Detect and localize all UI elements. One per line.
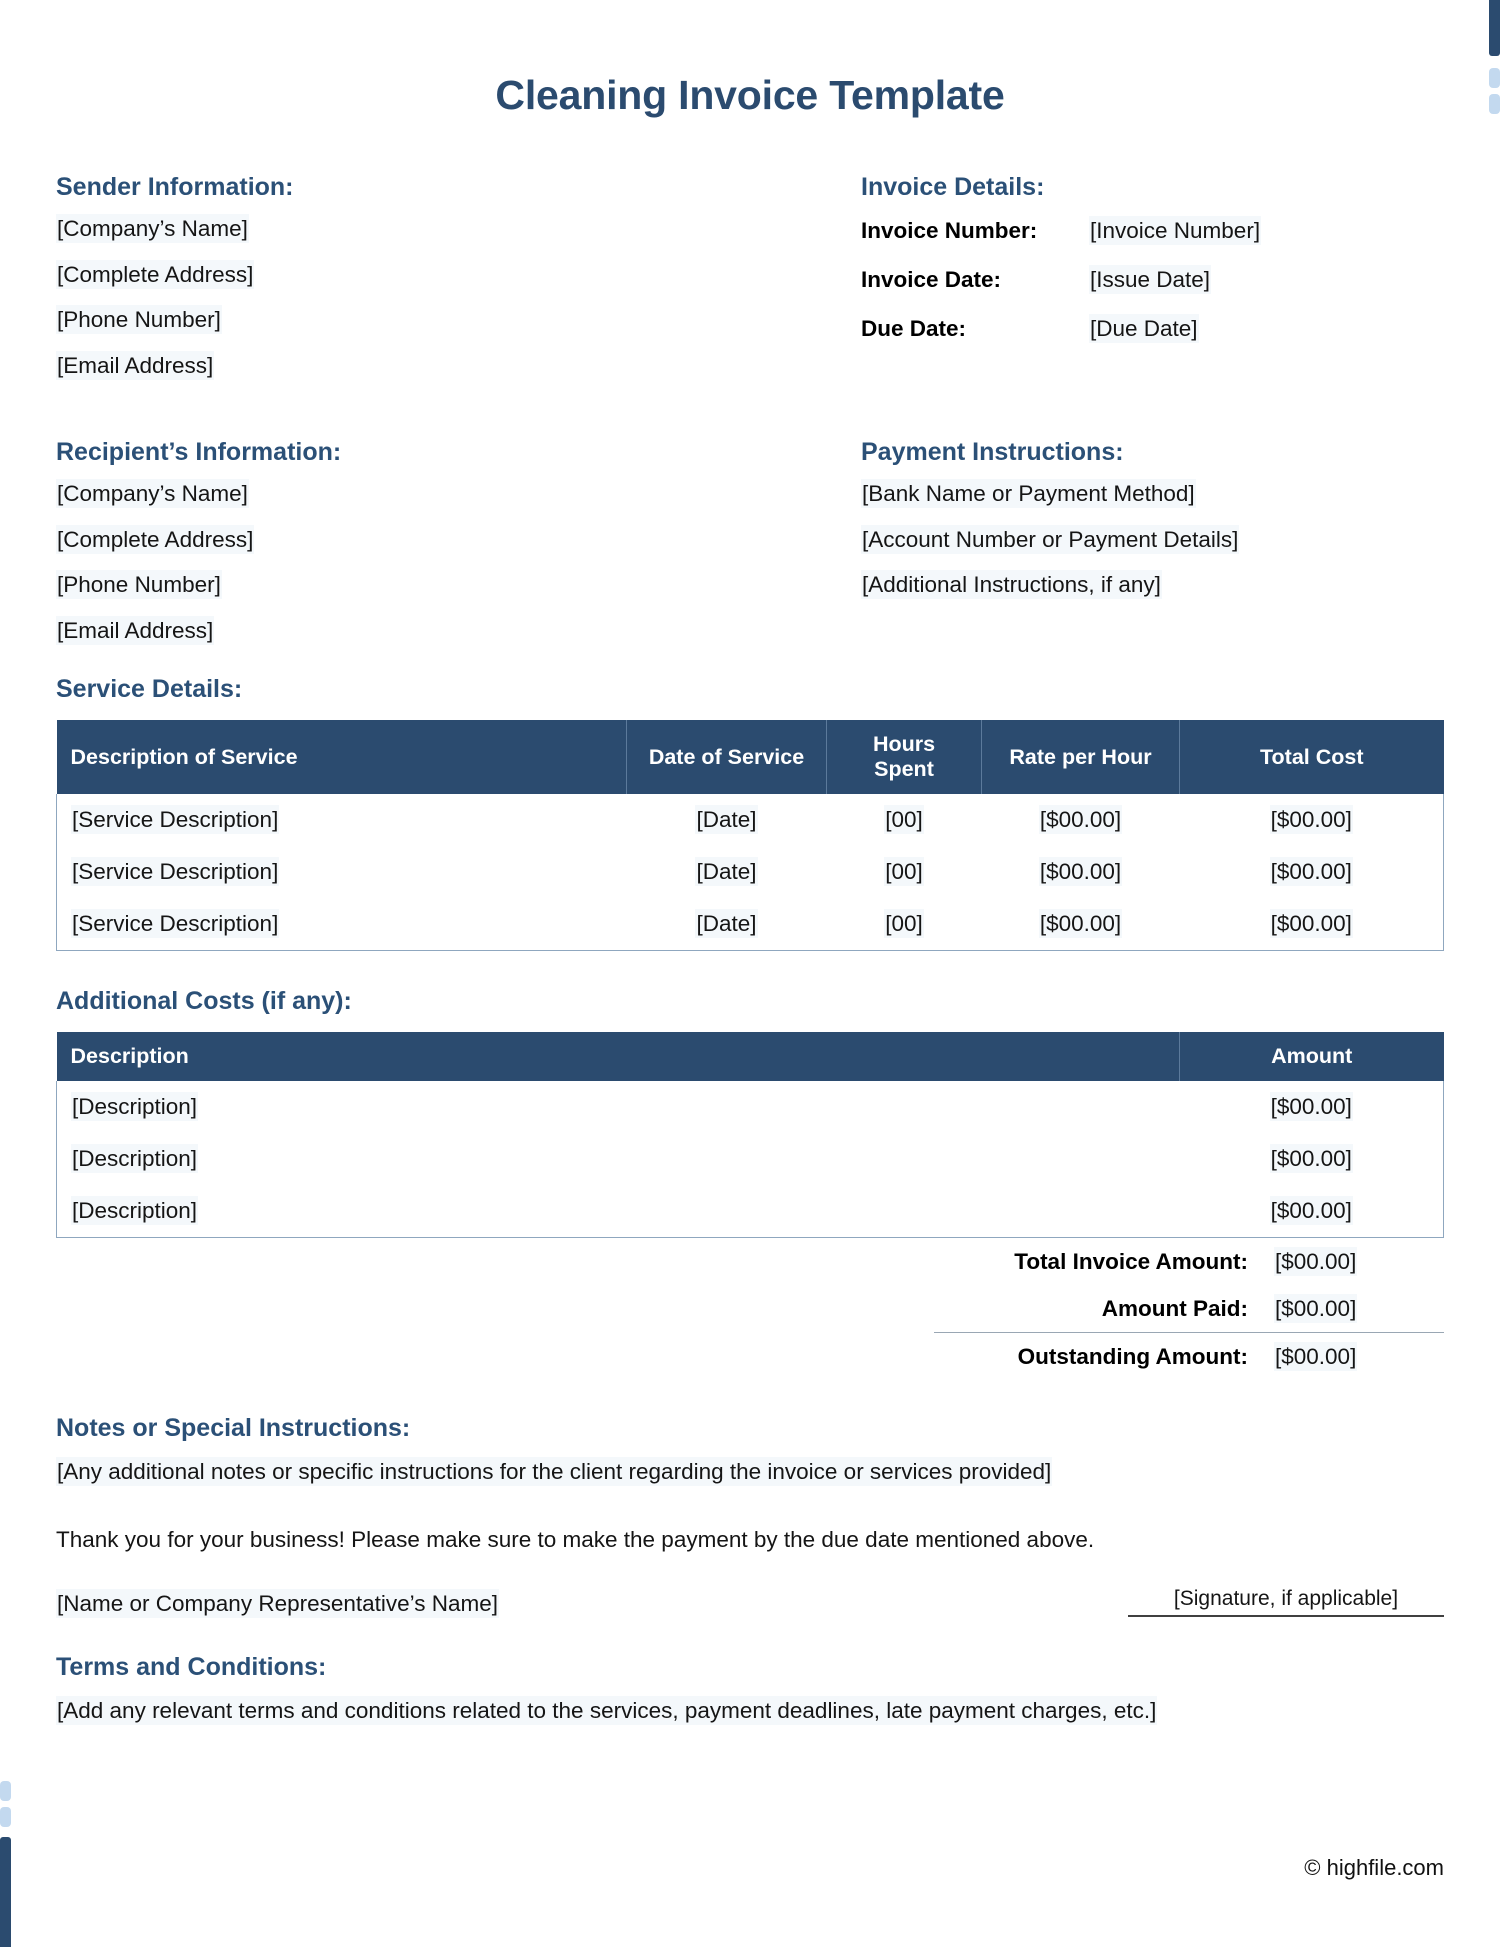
additional-cost-description-cell[interactable]: [Description] (57, 1185, 1180, 1238)
service-total-cell[interactable]: [$00.00] (1180, 846, 1444, 898)
invoice-number-label: Invoice Number: (861, 218, 1038, 243)
additional-cost-amount-cell[interactable]: [$00.00] (1180, 1081, 1444, 1133)
recipient-heading: Recipient’s Information: (56, 438, 342, 466)
signature-row (56, 1587, 1444, 1617)
service-date-cell[interactable]: [Date] (696, 807, 757, 832)
service-description-cell[interactable]: [Service Description] (57, 846, 627, 898)
thank-you-message: Thank you for your business! Please make sure to make the payment by the due date mentioned above. (56, 1527, 1095, 1552)
total-invoice-amount-value[interactable]: [$00.00] (1275, 1249, 1357, 1274)
service-details-heading: Service Details: (56, 675, 243, 703)
sender-heading: Sender Information: (56, 173, 294, 201)
service-hours-cell[interactable]: [00] (827, 898, 982, 951)
page-title: Cleaning Invoice Template (495, 72, 1005, 118)
invoice-date-value: [Issue Date] (1090, 267, 1211, 292)
representative-name[interactable]: [Name or Company Representative’s Name] (57, 1591, 499, 1616)
table-row (57, 1081, 1444, 1133)
recipient-and-payment-section (56, 438, 1444, 665)
sender-email: [Email Address] (57, 352, 214, 378)
col-date-of-service: Date of Service (627, 720, 827, 794)
invoice-number-value: [Invoice Number] (1090, 218, 1261, 243)
additional-costs-header-row (57, 1032, 1444, 1081)
totals-inner (934, 1238, 1444, 1380)
due-date-label: Due Date: (861, 316, 967, 341)
recipient-block (56, 438, 861, 665)
sender-address: [Complete Address] (57, 261, 254, 287)
recipient-email: [Email Address] (57, 617, 214, 643)
service-details-header-row (57, 720, 1444, 794)
due-date-row (861, 316, 1444, 342)
col-amount: Amount (1180, 1032, 1444, 1081)
amount-paid-label: Amount Paid: (1101, 1296, 1248, 1321)
recipient-address: [Complete Address] (57, 526, 254, 552)
sender-block (56, 173, 861, 400)
invoice-details-heading: Invoice Details: (861, 173, 1045, 201)
service-description-cell[interactable]: [Service Description] (57, 794, 627, 846)
totals-section (56, 1238, 1444, 1380)
col-hours-spent: Hours Spent (827, 720, 982, 794)
spacer-1 (56, 400, 1444, 438)
terms-placeholder[interactable]: [Add any relevant terms and conditions related to the services, payment deadlines, late payment charges, etc.] (57, 1698, 1157, 1723)
invoice-number-row (861, 218, 1444, 244)
service-total-cell[interactable]: [$00.00] (1180, 794, 1444, 846)
sender-company-name: [Company’s Name] (57, 216, 248, 241)
recipient-phone: [Phone Number] (57, 572, 221, 597)
notes-heading: Notes or Special Instructions: (56, 1414, 411, 1442)
table-row (57, 1185, 1444, 1238)
col-total-cost: Total Cost (1180, 720, 1444, 794)
amount-paid-value[interactable]: [$00.00] (1275, 1296, 1357, 1321)
notes-placeholder[interactable]: [Any additional notes or specific instructions for the client regarding the invoice or services provided] (57, 1459, 1052, 1484)
table-row (57, 898, 1444, 951)
payment-instructions-block (861, 438, 1444, 620)
col-description-of-service: Description of Service (57, 720, 627, 794)
additional-cost-amount-cell[interactable]: [$00.00] (1180, 1133, 1444, 1185)
service-date-cell[interactable]: [Date] (627, 898, 827, 951)
recipient-company-name: [Company’s Name] (57, 481, 248, 506)
sender-phone: [Phone Number] (57, 307, 221, 332)
service-description-cell[interactable]: [Service Description] (57, 898, 627, 951)
col-rate-per-hour: Rate per Hour (982, 720, 1180, 794)
signature-field[interactable]: [Signature, if applicable] (1128, 1587, 1444, 1617)
service-rate-cell[interactable]: [$00.00] (1039, 859, 1122, 884)
service-hours-cell[interactable]: [00] (885, 807, 923, 832)
invoice-sheet (40, 0, 1460, 1724)
service-hours-cell[interactable]: [00] (885, 859, 923, 884)
sender-and-invoice-details-section (56, 173, 1444, 400)
total-invoice-amount-row (934, 1238, 1444, 1285)
additional-cost-amount-cell[interactable]: [$00.00] (1180, 1185, 1444, 1238)
additional-costs-table (56, 1032, 1444, 1238)
outstanding-amount-row (934, 1333, 1444, 1380)
outstanding-amount-value[interactable]: [$00.00] (1275, 1344, 1357, 1369)
payment-method: [Bank Name or Payment Method] (862, 481, 1195, 506)
payment-account-details: [Account Number or Payment Details] (862, 526, 1239, 552)
table-row (57, 1133, 1444, 1185)
col-description: Description (57, 1032, 1180, 1081)
invoice-date-row (861, 267, 1444, 293)
table-row (57, 794, 1444, 846)
due-date-value: [Due Date] (1090, 316, 1198, 341)
spacer-2 (56, 1507, 1444, 1527)
footer-credit: © highfile.com (1304, 1855, 1444, 1880)
service-date-cell[interactable]: [Date] (696, 859, 757, 884)
invoice-details-block (861, 173, 1444, 365)
payment-instructions-heading: Payment Instructions: (861, 438, 1124, 466)
additional-cost-description-cell[interactable]: [Description] (57, 1133, 1180, 1185)
service-rate-cell[interactable]: [$00.00] (1039, 807, 1122, 832)
service-details-table (56, 720, 1444, 951)
table-row (57, 846, 1444, 898)
amount-paid-row (934, 1285, 1444, 1333)
outstanding-amount-label: Outstanding Amount: (1017, 1344, 1248, 1369)
additional-cost-description-cell[interactable]: [Description] (57, 1081, 1180, 1133)
additional-costs-heading: Additional Costs (if any): (56, 987, 352, 1015)
payment-additional-instructions: [Additional Instructions, if any] (862, 572, 1161, 597)
terms-heading: Terms and Conditions: (56, 1653, 327, 1681)
service-total-cell[interactable]: [$00.00] (1180, 898, 1444, 951)
invoice-date-label: Invoice Date: (861, 267, 1002, 292)
service-rate-cell[interactable]: [$00.00] (982, 898, 1180, 951)
total-invoice-amount-label: Total Invoice Amount: (1014, 1249, 1248, 1274)
